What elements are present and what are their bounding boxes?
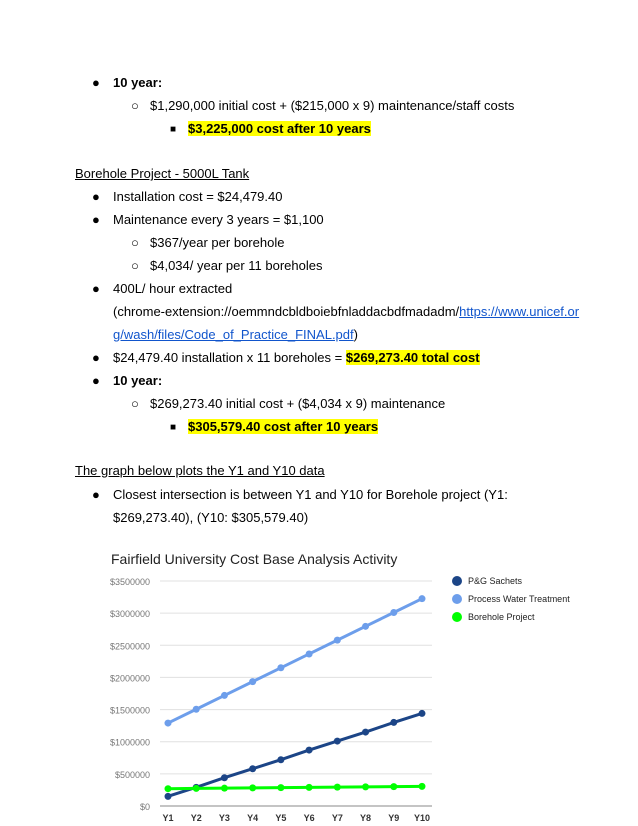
data-point bbox=[362, 783, 369, 790]
installation-cost: Installation cost = $24,479.40 bbox=[113, 189, 283, 204]
y-tick-label: $0 bbox=[139, 802, 150, 812]
bullet-square: ■ bbox=[170, 124, 177, 135]
x-tick-label: Y2 bbox=[190, 813, 202, 823]
x-tick-label: Y8 bbox=[360, 813, 372, 823]
source-link-part1[interactable]: https://www.unicef.or bbox=[459, 304, 580, 319]
graph-note-line2: $269,273.40), (Y10: $305,579.40) bbox=[113, 510, 309, 525]
data-point bbox=[334, 784, 341, 791]
data-point bbox=[277, 756, 284, 763]
data-point bbox=[221, 692, 228, 699]
calc-prefix: $24,479.40 installation x 11 boreholes = bbox=[113, 350, 346, 365]
bullet-dot: ● bbox=[92, 350, 100, 365]
y-tick-label: $1500000 bbox=[109, 705, 150, 716]
legend-marker bbox=[452, 594, 462, 604]
legend-marker bbox=[452, 576, 462, 586]
bullet-dot: ● bbox=[92, 487, 100, 502]
x-tick-label: Y9 bbox=[388, 813, 400, 823]
series-line bbox=[168, 713, 422, 796]
borehole-heading: Borehole Project - 5000L Tank bbox=[75, 166, 250, 181]
bullet-dot: ● bbox=[92, 189, 100, 204]
maintenance-cost: Maintenance every 3 years = $1,100 bbox=[113, 212, 324, 227]
x-tick-label: Y5 bbox=[275, 813, 287, 823]
ten-year-total: $3,225,000 cost after 10 years bbox=[188, 121, 371, 136]
data-point bbox=[165, 785, 172, 792]
series-line bbox=[168, 786, 422, 788]
per-11-boreholes: $4,034/ year per 11 boreholes bbox=[150, 258, 323, 273]
ten-year-label: 10 year: bbox=[113, 75, 163, 90]
calc-line bbox=[113, 350, 480, 366]
graph-note-line1: Closest intersection is between Y1 and Y10 for Borehole project (Y1: bbox=[113, 487, 508, 502]
data-point bbox=[165, 720, 172, 727]
chart-legend bbox=[452, 576, 570, 622]
series-line bbox=[168, 599, 422, 723]
bullet-dot: ● bbox=[92, 75, 100, 90]
bullet-dot: ● bbox=[92, 373, 100, 388]
legend-label: P&G Sachets bbox=[468, 576, 523, 586]
borehole-ten-year-total: $305,579.40 cost after 10 years bbox=[188, 419, 379, 434]
y-tick-label: $3000000 bbox=[109, 609, 150, 620]
data-point bbox=[221, 785, 228, 792]
bullet-circle: ○ bbox=[131, 396, 139, 411]
source-link-part2[interactable]: g/wash/files/Code_of_Practice_FINAL.pdf bbox=[113, 327, 354, 342]
x-tick-label: Y6 bbox=[303, 813, 315, 823]
data-point bbox=[221, 774, 228, 781]
y-tick-label: $1000000 bbox=[109, 737, 150, 748]
borehole-ten-year-label: 10 year: bbox=[113, 373, 163, 388]
graph-heading: The graph below plots the Y1 and Y10 data bbox=[75, 463, 325, 478]
data-point bbox=[165, 793, 172, 800]
data-point bbox=[362, 729, 369, 736]
data-point bbox=[390, 609, 397, 616]
y-tick-label: $3500000 bbox=[109, 577, 150, 587]
x-tick-label: Y4 bbox=[247, 813, 259, 823]
data-point bbox=[334, 637, 341, 644]
calc-total: $269,273.40 total cost bbox=[345, 350, 480, 365]
bullet-square: ■ bbox=[170, 422, 177, 433]
data-point bbox=[249, 784, 256, 791]
data-point bbox=[390, 783, 397, 790]
x-tick-label: Y3 bbox=[218, 813, 230, 823]
bullet-dot: ● bbox=[92, 281, 100, 296]
cost-line-chart bbox=[0, 526, 638, 826]
chart-title: Fairfield University Cost Base Analysis Activity bbox=[111, 551, 398, 567]
data-point bbox=[419, 595, 426, 602]
extracted-rate: 400L/ hour extracted bbox=[113, 281, 233, 296]
source-line-1 bbox=[113, 304, 579, 320]
x-tick-labels bbox=[162, 813, 430, 823]
data-point bbox=[419, 710, 426, 717]
data-point bbox=[306, 784, 313, 791]
y-tick-label: $2500000 bbox=[109, 641, 150, 652]
data-point bbox=[306, 650, 313, 657]
data-point bbox=[277, 784, 284, 791]
data-point bbox=[390, 719, 397, 726]
y-tick-label: $500000 bbox=[114, 769, 150, 780]
bullet-dot: ● bbox=[92, 212, 100, 227]
x-tick-label: Y10 bbox=[413, 813, 431, 823]
ten-year-detail: $1,290,000 initial cost + ($215,000 x 9) maintenance/staff costs bbox=[150, 98, 515, 113]
bullet-circle: ○ bbox=[131, 98, 139, 113]
source-suffix: ) bbox=[353, 327, 358, 342]
data-point bbox=[306, 747, 313, 754]
series-lines bbox=[165, 595, 426, 800]
legend-label: Process Water Treatment bbox=[468, 594, 570, 604]
legend-marker bbox=[452, 612, 462, 622]
data-point bbox=[193, 785, 200, 792]
borehole-ten-year-detail: $269,273.40 initial cost + ($4,034 x 9) maintenance bbox=[150, 396, 446, 411]
source-line-2 bbox=[113, 327, 358, 343]
data-point bbox=[334, 738, 341, 745]
data-point bbox=[249, 678, 256, 685]
bullet-circle: ○ bbox=[131, 235, 139, 250]
legend-label: Borehole Project bbox=[468, 612, 535, 622]
y-tick-label: $2000000 bbox=[109, 673, 150, 684]
y-tick-labels bbox=[110, 577, 150, 812]
data-point bbox=[249, 765, 256, 772]
bullet-circle: ○ bbox=[131, 258, 139, 273]
data-point bbox=[193, 706, 200, 713]
data-point bbox=[419, 783, 426, 790]
data-point bbox=[362, 623, 369, 630]
data-point bbox=[277, 664, 284, 671]
source-prefix: (chrome-extension://oemmndcbldboiebfnladdacbdfmadadm/ bbox=[113, 304, 460, 319]
per-borehole: $367/year per borehole bbox=[150, 235, 285, 250]
x-tick-label: Y1 bbox=[162, 813, 174, 823]
x-tick-label: Y7 bbox=[331, 813, 343, 823]
